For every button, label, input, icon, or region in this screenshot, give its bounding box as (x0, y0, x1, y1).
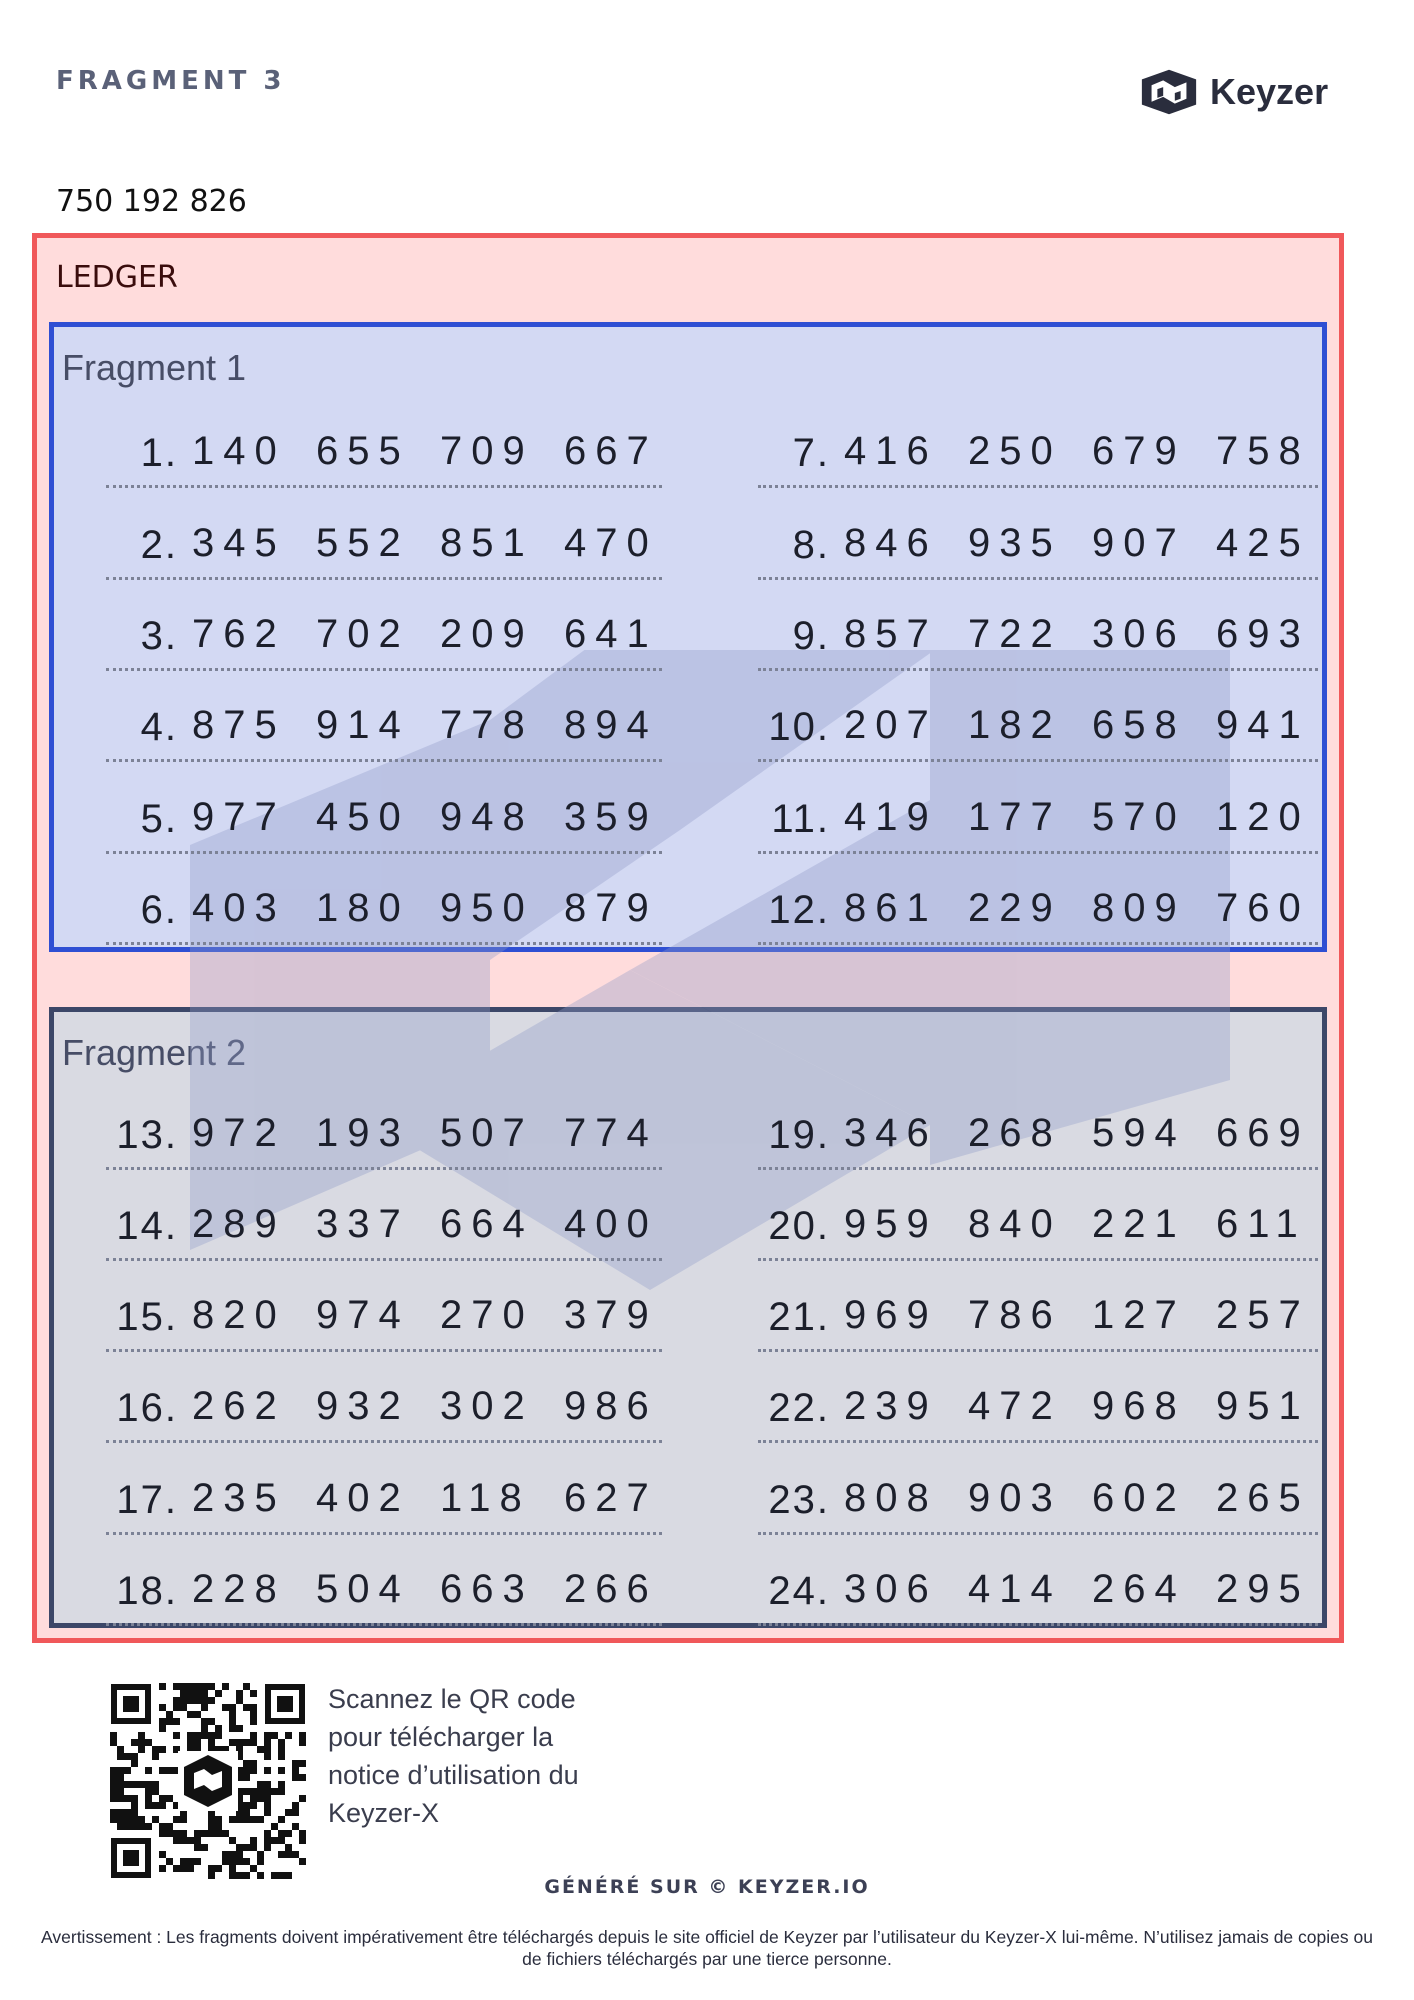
seed-word-digits: 209 (440, 612, 534, 656)
seed-word-digits: 450 (316, 795, 410, 839)
seed-word-digits: 679 (1092, 429, 1186, 473)
seed-word-digits: 177 (968, 795, 1062, 839)
qr-text-line: pour télécharger la (328, 1722, 554, 1752)
fragment-2-title: Fragment 2 (62, 1032, 247, 1073)
seed-word-digits: 345 (192, 521, 286, 565)
seed-word-digits: 264 (1092, 1567, 1186, 1611)
seed-word-index: 15. (116, 1295, 178, 1339)
seed-word-digits: 667 (564, 429, 658, 473)
seed-word-index: 11. (771, 797, 830, 841)
seed-word-index: 12. (768, 888, 830, 932)
seed-word-digits: 840 (968, 1202, 1062, 1246)
seed-word-row (106, 608, 662, 671)
seed-word-digits: 935 (968, 521, 1062, 565)
seed-word-digits: 663 (440, 1567, 534, 1611)
seed-word-row (106, 791, 662, 854)
seed-word-index: 4. (140, 705, 178, 749)
seed-word-row (106, 1289, 662, 1352)
serial-number: 750 192 826 (56, 184, 247, 219)
seed-word-digits: 669 (1216, 1111, 1310, 1155)
seed-word-index: 3. (140, 614, 178, 658)
seed-word-index: 22. (768, 1386, 830, 1430)
seed-word-digits: 879 (564, 886, 658, 930)
seed-word-digits: 758 (1216, 429, 1310, 473)
seed-word-digits: 120 (1216, 795, 1310, 839)
seed-word-digits: 861 (844, 886, 938, 930)
seed-word-digits: 808 (844, 1476, 938, 1520)
seed-word-digits: 611 (1216, 1202, 1307, 1246)
seed-word-index: 8. (792, 523, 830, 567)
seed-word-digits: 221 (1092, 1202, 1186, 1246)
seed-word-digits: 762 (192, 612, 286, 656)
seed-word-digits: 951 (1216, 1384, 1310, 1428)
seed-word-digits: 416 (844, 429, 938, 473)
seed-word-digits: 118 (440, 1476, 531, 1520)
seed-word-digits: 857 (844, 612, 938, 656)
seed-word-digits: 346 (844, 1111, 938, 1155)
seed-word-digits: 570 (1092, 795, 1186, 839)
qr-code-icon[interactable] (110, 1683, 306, 1879)
seed-word-digits: 655 (316, 429, 410, 473)
seed-word-digits: 959 (844, 1202, 938, 1246)
seed-word-digits: 400 (564, 1202, 658, 1246)
seed-word-row (106, 1198, 662, 1261)
seed-word-digits: 820 (192, 1293, 286, 1337)
seed-word-row (758, 1289, 1318, 1352)
seed-word-digits: 722 (968, 612, 1062, 656)
seed-word-digits: 140 (192, 429, 286, 473)
seed-word-index: 23. (768, 1478, 830, 1522)
seed-word-index: 10. (768, 705, 830, 749)
seed-word-row (106, 1380, 662, 1443)
seed-word-digits: 932 (316, 1384, 410, 1428)
seed-word-digits: 658 (1092, 703, 1186, 747)
warning-text: Avertissement : Les fragments doivent impérativement être téléchargés depuis le site officiel de Keyzer par l’utilisateur du Keyzer-X lui-même. N’utilisez jamais de copies ou de fichiers téléchargés par une tierce personne. (41, 1927, 1373, 1969)
seed-word-digits: 977 (192, 795, 286, 839)
seed-word-index: 18. (116, 1569, 178, 1613)
fragment-title: FRAGMENT 3 (56, 66, 286, 96)
seed-word-digits: 914 (316, 703, 410, 747)
seed-word-row (106, 1563, 662, 1626)
seed-word-index: 7. (792, 431, 830, 475)
seed-word-digits: 504 (316, 1567, 410, 1611)
seed-word-digits: 302 (440, 1384, 534, 1428)
seed-word-digits: 641 (564, 612, 658, 656)
seed-word-digits: 337 (316, 1202, 410, 1246)
seed-word-digits: 972 (192, 1111, 286, 1155)
seed-word-digits: 903 (968, 1476, 1062, 1520)
seed-word-digits: 507 (440, 1111, 534, 1155)
seed-word-index: 24. (768, 1569, 830, 1613)
seed-word-digits: 379 (564, 1293, 658, 1337)
seed-word-row (758, 1380, 1318, 1443)
seed-word-index: 20. (768, 1204, 830, 1248)
seed-word-digits: 402 (316, 1476, 410, 1520)
seed-word-row (758, 699, 1318, 762)
seed-word-digits: 778 (440, 703, 534, 747)
seed-word-digits: 627 (564, 1476, 658, 1520)
generated-by: GÉNÉRÉ SUR © KEYZER.IO (544, 1876, 870, 1898)
seed-word-row (758, 1107, 1318, 1170)
seed-word-digits: 403 (192, 886, 286, 930)
seed-word-digits: 552 (316, 521, 410, 565)
seed-word-digits: 228 (192, 1567, 286, 1611)
seed-word-row (758, 608, 1318, 671)
seed-word-digits: 702 (316, 612, 410, 656)
seed-word-digits: 875 (192, 703, 286, 747)
seed-word-index: 9. (792, 614, 830, 658)
seed-word-index: 16. (116, 1386, 178, 1430)
qr-instructions (328, 1680, 628, 1832)
seed-word-digits: 693 (1216, 612, 1310, 656)
seed-word-digits: 948 (440, 795, 534, 839)
seed-word-digits: 235 (192, 1476, 286, 1520)
seed-word-digits: 262 (192, 1384, 286, 1428)
seed-word-digits: 969 (844, 1293, 938, 1337)
seed-word-index: 19. (768, 1113, 830, 1157)
seed-word-index: 1. (140, 431, 178, 475)
seed-word-digits: 594 (1092, 1111, 1186, 1155)
seed-word-digits: 207 (844, 703, 938, 747)
seed-word-digits: 182 (968, 703, 1062, 747)
seed-word-digits: 295 (1216, 1567, 1310, 1611)
seed-word-digits: 907 (1092, 521, 1186, 565)
seed-word-digits: 250 (968, 429, 1062, 473)
seed-word-digits: 664 (440, 1202, 534, 1246)
seed-word-digits: 193 (316, 1111, 410, 1155)
seed-word-digits: 968 (1092, 1384, 1186, 1428)
seed-word-digits: 786 (968, 1293, 1062, 1337)
seed-word-digits: 774 (564, 1111, 658, 1155)
seed-word-digits: 180 (316, 886, 410, 930)
seed-word-digits: 846 (844, 521, 938, 565)
qr-text-line: notice d’utilisation du (328, 1760, 579, 1790)
seed-word-row (758, 791, 1318, 854)
seed-word-index: 21. (768, 1295, 830, 1339)
seed-word-index: 5. (140, 797, 178, 841)
seed-word-digits: 270 (440, 1293, 534, 1337)
seed-word-digits: 851 (440, 521, 534, 565)
brand-logo (1138, 62, 1368, 122)
seed-word-digits: 289 (192, 1202, 286, 1246)
seed-word-digits: 268 (968, 1111, 1062, 1155)
seed-word-digits: 265 (1216, 1476, 1310, 1520)
seed-word-row (106, 1472, 662, 1535)
seed-word-row (758, 517, 1318, 580)
brand-name: Keyzer (1210, 71, 1329, 112)
seed-word-row (106, 882, 662, 945)
seed-word-row (758, 1198, 1318, 1261)
seed-word-digits: 306 (844, 1567, 938, 1611)
seed-word-digits: 941 (1216, 703, 1310, 747)
seed-word-index: 14. (116, 1204, 178, 1248)
seed-word-digits: 414 (968, 1567, 1062, 1611)
seed-word-row (106, 699, 662, 762)
seed-word-index: 2. (140, 523, 178, 567)
seed-word-digits: 950 (440, 886, 534, 930)
seed-word-index: 13. (116, 1113, 178, 1157)
seed-word-digits: 229 (968, 886, 1062, 930)
seed-word-digits: 127 (1092, 1293, 1186, 1337)
seed-word-digits: 472 (968, 1384, 1062, 1428)
seed-word-digits: 602 (1092, 1476, 1186, 1520)
seed-word-row (758, 1563, 1318, 1626)
seed-word-digits: 359 (564, 795, 658, 839)
qr-text-line: Scannez le QR code (328, 1684, 576, 1714)
fragment-1-title: Fragment 1 (62, 347, 247, 388)
seed-word-row (758, 882, 1318, 945)
seed-word-digits: 419 (844, 795, 938, 839)
seed-word-digits: 760 (1216, 886, 1310, 930)
seed-word-digits: 470 (564, 521, 658, 565)
seed-word-row (758, 1472, 1318, 1535)
seed-word-index: 6. (140, 888, 178, 932)
seed-word-row (106, 517, 662, 580)
seed-word-index: 17. (116, 1478, 178, 1522)
keyzer-logo-icon (1138, 67, 1200, 117)
seed-word-row (106, 1107, 662, 1170)
ledger-label: LEDGER (56, 260, 178, 295)
seed-word-row (758, 425, 1318, 488)
seed-word-digits: 894 (564, 703, 658, 747)
seed-word-digits: 257 (1216, 1293, 1310, 1337)
qr-text-line: Keyzer-X (328, 1798, 440, 1828)
seed-word-digits: 709 (440, 429, 534, 473)
seed-word-digits: 974 (316, 1293, 410, 1337)
seed-word-digits: 425 (1216, 521, 1310, 565)
seed-word-digits: 266 (564, 1567, 658, 1611)
seed-word-digits: 306 (1092, 612, 1186, 656)
seed-word-digits: 809 (1092, 886, 1186, 930)
seed-word-digits: 986 (564, 1384, 658, 1428)
seed-word-digits: 239 (844, 1384, 938, 1428)
seed-word-row (106, 425, 662, 488)
